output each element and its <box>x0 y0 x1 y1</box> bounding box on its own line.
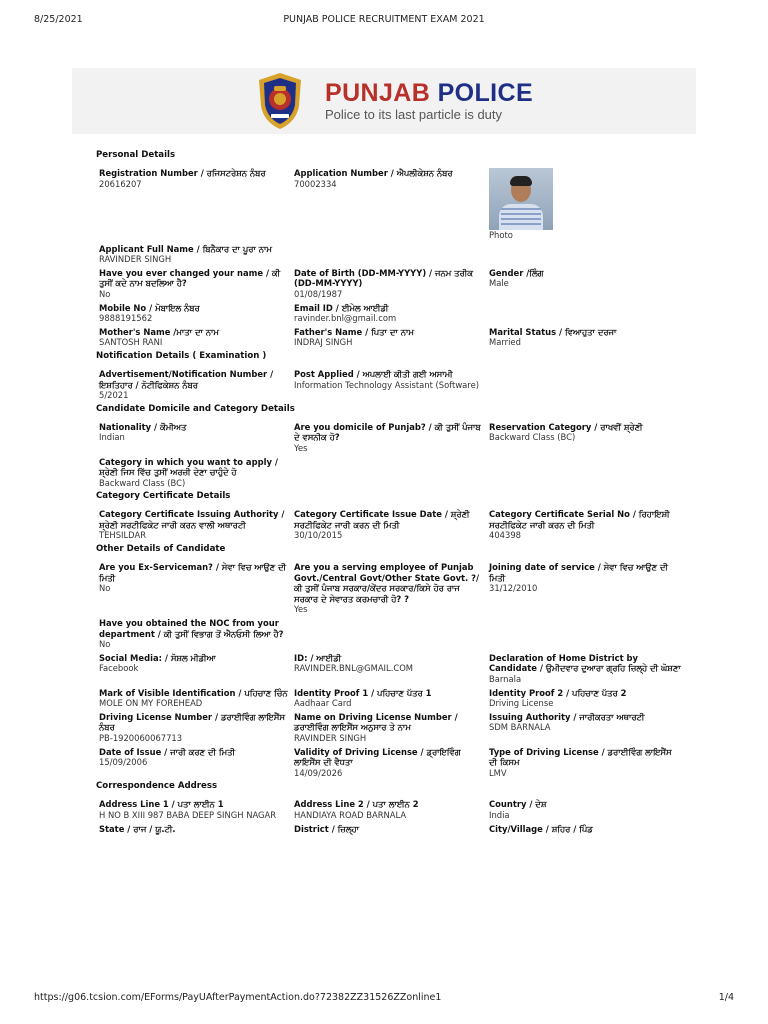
field-city <box>486 824 681 835</box>
field-value: 30/10/2015 <box>294 530 343 541</box>
section-title-domicile: Candidate Domicile and Category Details <box>96 403 295 414</box>
field-value: 5/2021 <box>99 390 129 401</box>
field-certificate-date <box>291 509 486 541</box>
field-label: Driving License Number / ਡਰਾਈਵਿੰਗ ਲਾਇਸੈਂਸ ਨੰਬਰ <box>99 711 285 733</box>
field-value: 14/09/2026 <box>294 767 343 778</box>
field-label: Date of Issue / ਜਾਰੀ ਕਰਣ ਦੀ ਮਿਤੀ <box>99 746 235 757</box>
field-label: Category Certificate Issue Date / ਸ਼੍ਰੇਣੀ ਸਰਟੀਫਿਕੇਟ ਜਾਰੀ ਕਰਨ ਦੀ ਮਿਤੀ <box>294 509 470 530</box>
photo-label: Photo <box>489 230 513 240</box>
detail-row <box>96 244 696 265</box>
field-noc <box>96 618 291 650</box>
field-value: MOLE ON MY FOREHEAD <box>99 698 203 709</box>
field-label: Applicant Full Name / ਬਿਨੈਕਾਰ ਦਾ ਪੂਰਾ ਨਾਮ <box>99 243 272 254</box>
field-registration-number <box>96 168 291 241</box>
detail-row <box>96 562 696 615</box>
field-label: Reservation Category / ਰਾਖਵੀਂ ਸ਼੍ਰੇਣੀ <box>489 421 643 432</box>
detail-row <box>96 303 696 324</box>
field-value: Backward Class (BC) <box>489 432 576 443</box>
field-identity-proof-1 <box>291 688 486 709</box>
field-nationality <box>96 422 291 454</box>
detail-row <box>96 327 696 348</box>
field-value: LMV <box>489 767 507 778</box>
detail-row <box>96 688 696 709</box>
field-value: Yes <box>294 442 308 453</box>
field-label: Declaration of Home District by Candidate / ਉਮੀਦਵਾਰ ਦੁਆਰਾ ਗ੍ਰਹਿ ਜ਼ਿਲ੍ਹੇ ਦੀ ਘੋਸ਼ਣਾ <box>489 652 681 674</box>
section-title-personal: Personal Details <box>96 150 176 160</box>
field-value: Information Technology Assistant (Software) <box>294 379 479 390</box>
field-dl-issue-date <box>96 747 291 779</box>
field-value: INDRAJ SINGH <box>294 337 353 348</box>
field-full-name <box>96 244 291 265</box>
field-social-id <box>291 653 486 685</box>
section-title-notification: Notification Details ( Examination ) <box>96 350 267 361</box>
print-title: PUNJAB POLICE RECRUITMENT EXAM 2021 <box>283 14 485 25</box>
field-label: Are you Ex-Serviceman? / ਸੇਵਾ ਵਿਚ ਆਉਣ ਦੀ ਮਿਤੀ <box>99 562 287 583</box>
field-address-line-2 <box>291 799 486 820</box>
field-value: RAVINDER SINGH <box>294 732 367 743</box>
field-label: Mother's Name /ਮਾਤਾ ਦਾ ਨਾਮ <box>99 326 219 337</box>
field-gender <box>486 268 681 300</box>
field-label: Gender /ਲਿੰਗ <box>489 267 544 278</box>
field-label: Mark of Visible Identification / ਪਹਿਚਾਣ ਚਿੰਨ <box>99 687 288 698</box>
print-header <box>34 14 734 28</box>
field-label: Name on Driving License Number / ਡਰਾਈਵਿੰਗ ਲਾਇਸੈਂਸ ਅਨੁਸਾਰ ਤੇ ਨਾਮ <box>294 711 458 733</box>
field-marital-status <box>486 327 681 348</box>
field-category-apply <box>96 457 291 489</box>
field-value: ravinder.bnl@gmail.com <box>294 313 397 324</box>
field-label: Are you a serving employee of Punjab Govt./Central Govt/Other State Govt. ?/ ਕੀ ਤੁਸੀਂ ਪੰਜਾਬ ਸਰਕਾਰ/ਕੇਂਦਰ ਸਰਕਾਰ/ਕਿਸੇ ਹੋਰ ਰਾਜ ਸਰਕਾਰ ਦੇ ਸੇਵਾਰਤ ਕਰਮਚਾਰੀ ਹੋ? ? <box>294 562 480 604</box>
print-url: https://g06.tcsion.com/EForms/PayUAfterPaymentAction.do?72382ZZ31526ZZonline1 <box>34 992 442 1003</box>
field-label: Category in which you want to apply / ਸ਼੍ਰੇਣੀ ਜਿਸ ਵਿੱਚ ਤੁਸੀਂ ਅਰਜ਼ੀ ਦੇਣਾ ਚਾਹੁੰਦੇ ਹੋ <box>99 456 278 478</box>
field-value: No <box>99 583 111 594</box>
field-value: SANTOSH RANI <box>99 337 163 348</box>
detail-row <box>96 268 696 300</box>
field-name-changed <box>96 268 291 300</box>
field-label: Address Line 2 / ਪਤਾ ਲਾਈਨ 2 <box>294 799 419 810</box>
field-label: Identity Proof 1 / ਪਹਿਚਾਣ ਪੱਤਰ 1 <box>294 687 432 698</box>
section-title-other: Other Details of Candidate <box>96 544 226 555</box>
field-value: Yes <box>294 604 308 615</box>
field-dl-validity <box>291 747 486 779</box>
field-value: Barnala <box>489 674 522 684</box>
field-label: Identity Proof 2 / ਪਹਿਚਾਣ ਪੱਤਰ 2 <box>489 687 627 698</box>
field-identity-proof-2 <box>486 688 681 709</box>
field-country <box>486 799 681 820</box>
field-ex-serviceman <box>96 562 291 615</box>
field-label: Country / ਦੇਸ਼ <box>489 799 547 810</box>
field-reservation-category <box>486 422 681 454</box>
field-certificate-authority <box>96 509 291 541</box>
field-label: Advertisement/Notification Number / ਇਸ਼ਤਿਹਾਰ / ਨੋਟੀਫਿਕੇਸ਼ਨ ਨੰਬਰ <box>99 368 274 390</box>
field-value: TEHSILDAR <box>99 530 147 541</box>
field-label: ID: / ਆਈਡੀ <box>294 652 342 663</box>
applicant-photo <box>489 168 553 230</box>
brand-block <box>325 80 533 122</box>
header-banner <box>72 68 696 134</box>
field-label: Registration Number / ਰਜਿਸਟਰੇਸ਼ਨ ਨੰਬਰ <box>99 168 266 178</box>
field-label: Social Media: / ਸੋਸ਼ਲ ਮੀਡੀਆ <box>99 652 216 663</box>
field-value: RAVINDER SINGH <box>99 254 172 265</box>
detail-row <box>96 799 696 820</box>
field-value: 404398 <box>489 530 521 541</box>
field-home-district <box>486 653 681 685</box>
field-domicile <box>291 422 486 454</box>
field-label: Application Number / ਐਪਲੀਕੇਸ਼ਨ ਨੰਬਰ <box>294 168 453 178</box>
field-post-applied <box>291 369 486 401</box>
field-value: Male <box>489 278 509 289</box>
field-value: SDM BARNALA <box>489 722 551 733</box>
field-dl-number <box>96 712 291 744</box>
detail-row <box>96 747 696 779</box>
detail-row <box>96 369 696 401</box>
field-value: RAVINDER.BNL@GMAIL.COM <box>294 663 414 674</box>
field-label: Address Line 1 / ਪਤਾ ਲਾਈਨ 1 <box>99 799 224 810</box>
brand-name-part1: PUNJAB <box>325 79 431 107</box>
page-number: 1/4 <box>718 992 734 1003</box>
detail-row <box>96 712 696 744</box>
field-value: Married <box>489 337 521 348</box>
field-value: Indian <box>99 432 125 443</box>
field-email <box>291 303 486 324</box>
field-dl-name <box>291 712 486 744</box>
field-label: Have you ever changed your name / ਕੀ ਤੁਸੀਂ ਕਦੇ ਨਾਮ ਬਦਲਿਆ ਹੈ? <box>99 267 281 289</box>
field-label: City/Village / ਸ਼ਹਿਰ / ਪਿੰਡ <box>489 823 593 834</box>
field-father-name <box>291 327 486 348</box>
brand-name-part2: POLICE <box>437 79 534 107</box>
field-mobile <box>96 303 291 324</box>
field-address-line-1 <box>96 799 291 820</box>
field-value: 01/08/1987 <box>294 288 343 299</box>
field-value: PB-1920060067713 <box>99 732 183 743</box>
application-details <box>96 150 696 837</box>
section-title-certificate: Category Certificate Details <box>96 491 231 502</box>
field-label: Joining date of service / ਸੇਵਾ ਵਿਚ ਆਉਣ ਦੀ ਮਿਤੀ <box>489 562 668 583</box>
field-value: H NO B XIII 987 BABA DEEP SINGH NAGAR <box>99 809 277 820</box>
detail-row <box>96 457 696 489</box>
detail-row <box>96 618 696 650</box>
field-value: 20616207 <box>99 178 142 189</box>
detail-row <box>96 824 696 835</box>
field-visible-mark <box>96 688 291 709</box>
field-label: Have you obtained the NOC from your department / ਕੀ ਤੁਸੀਂ ਵਿਭਾਗ ਤੋਂ ਐਨਓਸੀ ਲਿਆ ਹੈ? <box>99 618 284 639</box>
field-value: Backward Class (BC) <box>99 477 186 488</box>
field-label: Email ID / ਈਮੇਲ ਆਈਡੀ <box>294 302 389 313</box>
field-label: Mobile No / ਮੋਬਾਇਲ ਨੰਬਰ <box>99 302 200 313</box>
field-label: Marital Status / ਵਿਆਹੁਤਾ ਦਰਜਾ <box>489 326 617 337</box>
field-value: 9888191562 <box>99 313 153 324</box>
field-label: Type of Driving License / ਡਰਾਈਵਿੰਗ ਲਾਇਸੈਂਸ ਦੀ ਕਿਸਮ <box>489 746 672 768</box>
field-advertisement-number <box>96 369 291 401</box>
field-value: Driving License <box>489 698 554 709</box>
field-dl-type <box>486 747 681 779</box>
field-value: 70002334 <box>294 178 337 189</box>
field-label: State / ਰਾਜ / ਯੂ.ਟੀ. <box>99 823 176 834</box>
field-label: Issuing Authority / ਜਾਰੀਕਰਤਾ ਅਥਾਰਟੀ <box>489 711 645 722</box>
print-footer <box>34 992 734 1006</box>
detail-row <box>96 422 696 454</box>
field-label: Post Applied / ਅਪਲਾਈ ਕੀਤੀ ਗਈ ਅਸਾਮੀ <box>294 368 453 379</box>
field-issuing-authority <box>486 712 681 744</box>
field-label: Father's Name / ਪਿਤਾ ਦਾ ਨਾਮ <box>294 326 414 337</box>
field-mother-name <box>96 327 291 348</box>
section-title-correspondence: Correspondence Address <box>96 781 218 792</box>
field-state <box>96 824 291 835</box>
detail-row <box>96 168 696 241</box>
field-joining-date <box>486 562 681 615</box>
field-value: No <box>99 639 111 650</box>
field-label: Are you domicile of Punjab? / ਕੀ ਤੁਸੀਂ ਪੰਜਾਬ ਦੇ ਵਸਨੀਕ ਹੋ? <box>294 421 481 443</box>
field-date-of-birth <box>291 268 486 300</box>
brand-tagline: Police to its last particle is duty <box>325 107 503 122</box>
detail-row <box>96 653 696 685</box>
field-label: Nationality / ਕੌਮੀਅਤ <box>99 421 187 432</box>
field-social-media <box>96 653 291 685</box>
field-value: India <box>489 809 510 820</box>
field-label: Category Certificate Issuing Authority / ਸ਼੍ਰੇਣੀ ਸਰਟੀਫਿਕੇਟ ਜਾਰੀ ਕਰਨ ਵਾਲੀ ਅਥਾਰਟੀ <box>99 509 285 530</box>
field-value: Facebook <box>99 663 139 674</box>
field-value: HANDIAYA ROAD BARNALA <box>294 809 407 820</box>
field-label: Category Certificate Serial No / ਰਿਹਾਇਸ਼ੀ ਸਰਟੀਫਿਕੇਟ ਜਾਰੀ ਕਰਨ ਦੀ ਮਿਤੀ <box>489 509 670 530</box>
field-label: Validity of Driving License / ਡ੍ਰਾਇਵਿੰਗ ਲਾਇਸੈਂਸ ਦੀ ਵੈਧਤਾ <box>294 746 461 768</box>
field-value: Aadhaar Card <box>294 698 352 709</box>
print-date: 8/25/2021 <box>34 14 83 25</box>
punjab-police-emblem-icon <box>257 72 303 130</box>
field-photo <box>486 168 681 241</box>
detail-row <box>96 509 696 541</box>
field-value: 15/09/2006 <box>99 757 148 768</box>
field-certificate-serial <box>486 509 681 541</box>
field-label: District / ਜ਼ਿਲ੍ਹਾ <box>294 823 360 834</box>
field-govt-employee <box>291 562 486 615</box>
field-application-number <box>291 168 486 241</box>
field-district <box>291 824 486 835</box>
field-value: 31/12/2010 <box>489 583 538 594</box>
field-label: Date of Birth (DD-MM-YYYY) / ਜਨਮ ਤਰੀਕ (DD-MM-YYYY) <box>294 267 473 289</box>
brand-name <box>325 80 533 106</box>
field-value: No <box>99 288 111 299</box>
